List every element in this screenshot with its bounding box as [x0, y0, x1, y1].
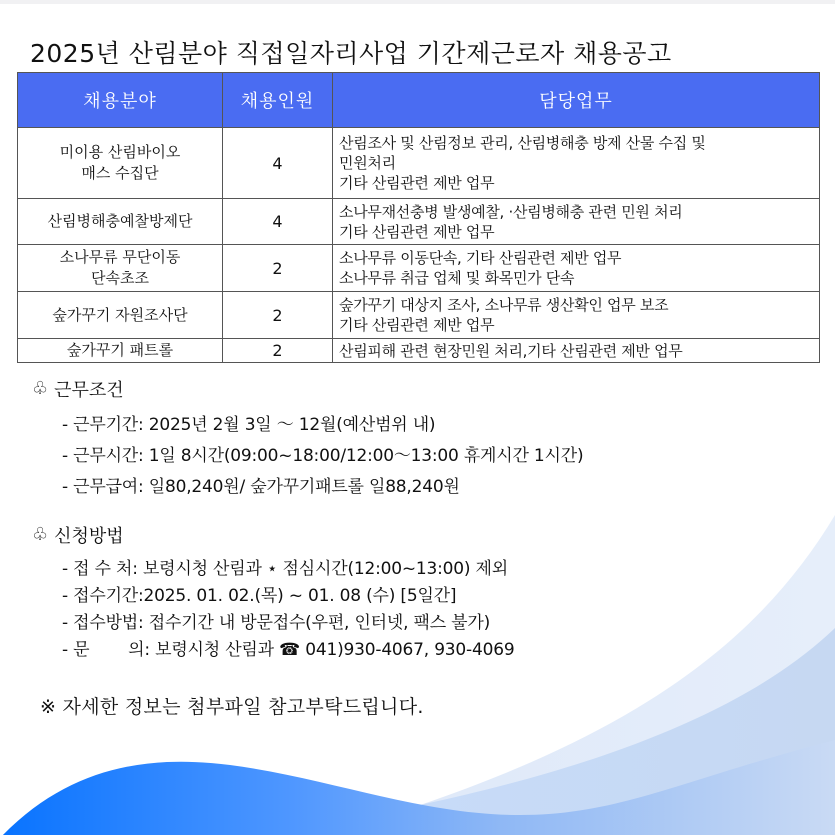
count-cell: 2 — [223, 245, 333, 292]
table-row — [18, 292, 820, 339]
duties-cell — [333, 199, 820, 245]
section-heading — [32, 376, 583, 402]
duty-line: 민원처리 — [339, 154, 396, 172]
table-row — [18, 339, 820, 363]
duty-line: 기타 산림관련 제반 업무 — [339, 222, 495, 241]
section-heading — [32, 522, 514, 548]
table-header-row — [18, 73, 820, 128]
duty-line: 산림피해 관련 현장민원 처리,기타 산림관련 제반 업무 — [339, 341, 683, 360]
application-method: - 접수방법: 접수기간 내 방문접수(우편, 인터넷, 팩스 불가) — [62, 613, 491, 633]
duty-line: 숲가꾸기 대상지 조사, 소나무류 생산확인 업무 보조 — [339, 296, 669, 314]
field-line: 소나무류 무단이동 — [59, 248, 181, 266]
field-line: 매스 수집단 — [81, 164, 159, 182]
table-row — [18, 128, 820, 199]
application-place: - 접 수 처: 보령시청 산림과 ⋆ 점심시간(12:00~13:00) 제외 — [62, 559, 508, 579]
field-cell — [18, 199, 223, 245]
field-line: 숲가꾸기 자원조사단 — [52, 305, 188, 324]
field-line: 산림병해충예찰방제단 — [47, 212, 193, 230]
column-header-count: 채용인원 — [223, 73, 333, 128]
field-cell — [18, 339, 223, 363]
field-cell — [18, 128, 223, 199]
application-period: - 접수기간:2025. 01. 02.(목) ~ 01. 08 (수) [5일간] — [62, 586, 457, 606]
work-pay: - 근무급여: 일80,240원/ 숲가꾸기패트롤 일88,240원 — [62, 477, 460, 497]
duties-cell — [333, 245, 820, 292]
duty-line: 소나무류 취급 업체 및 화목민가 단속 — [339, 269, 575, 287]
application-contact: - 문 의: 보령시청 산림과 ☎ 041)930-4067, 930-4069 — [62, 640, 515, 660]
page-title: 2025년 산림분야 직접일자리사업 기간제근로자 채용공고 — [30, 39, 672, 68]
field-line: 미이용 산림바이오 — [59, 143, 181, 161]
duty-line: 산림조사 및 산림정보 관리, 산림병해충 방제 산물 수집 및 — [339, 134, 706, 152]
field-cell — [18, 245, 223, 292]
club-icon: ♧ — [32, 378, 49, 399]
field-line: 단속초조 — [91, 269, 149, 287]
count-cell: 2 — [223, 339, 333, 363]
column-header-duties: 담당업무 — [333, 73, 820, 128]
attachment-note: ※ 자세한 정보는 첨부파일 참고부탁드립니다. — [40, 696, 424, 718]
section-title: 신청방법 — [54, 526, 124, 547]
count-cell: 2 — [223, 292, 333, 339]
application-section — [32, 522, 514, 664]
duty-line: 소나무류 이동단속, 기타 산림관련 제반 업무 — [339, 249, 622, 267]
duties-cell — [333, 339, 820, 363]
field-cell — [18, 292, 223, 339]
duties-cell — [333, 292, 820, 339]
club-icon: ♧ — [32, 524, 49, 545]
recruitment-table — [17, 72, 820, 363]
table-row — [18, 245, 820, 292]
duty-line: 소나무재선충병 발생예찰, ·산림병해충 관련 민원 처리 — [339, 202, 683, 221]
duties-cell — [333, 128, 820, 199]
section-title: 근무조건 — [54, 380, 124, 401]
count-cell: 4 — [223, 128, 333, 199]
work-period: - 근무기간: 2025년 2월 3일 ～ 12월(예산범위 내) — [62, 415, 436, 435]
duty-line: 기타 산림관련 제반 업무 — [339, 316, 495, 334]
duty-line: 기타 산림관련 제반 업무 — [339, 174, 495, 192]
field-line: 숲가꾸기 패트롤 — [66, 341, 174, 359]
column-header-field: 채용분야 — [18, 73, 223, 128]
table-row — [18, 199, 820, 245]
count-cell: 4 — [223, 199, 333, 245]
work-hours: - 근무시간: 1일 8시간(09:00~18:00/12:00～13:00 휴게시간 1시간) — [62, 446, 584, 466]
work-conditions-section — [32, 376, 583, 503]
